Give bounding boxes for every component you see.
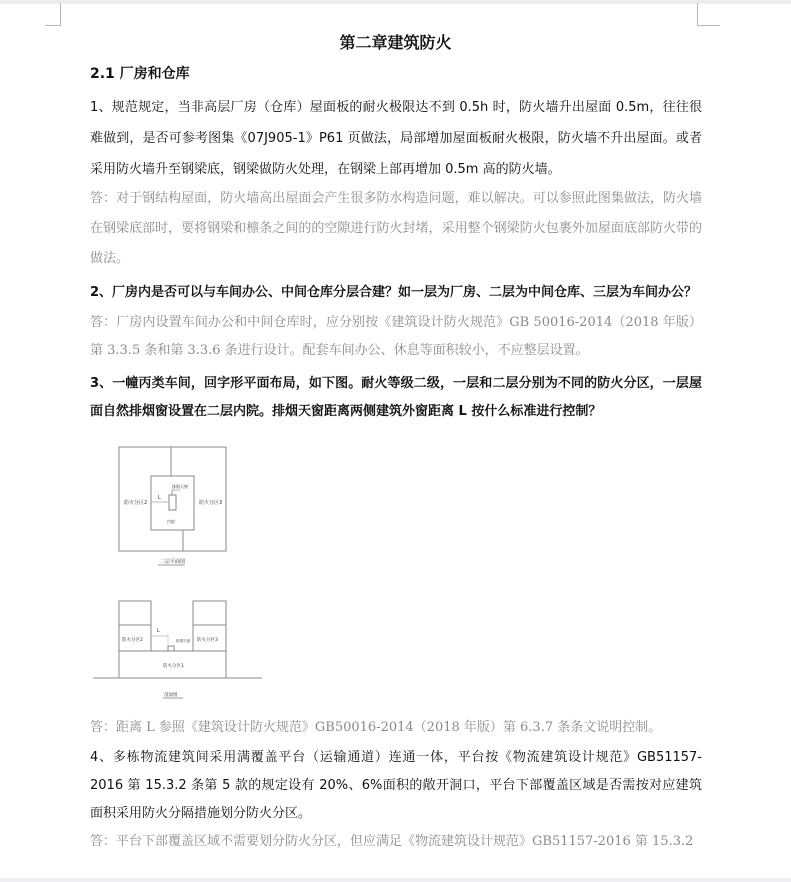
plan-distance-label: L — [158, 495, 161, 501]
section-heading: 2.1 厂房和仓库 — [90, 66, 190, 82]
question-4: 4、多栋物流建筑间采用满覆盖平台（运输通道）连通一体，平台按《物流建筑设计规范》GB51157-2016 第 15.3.2 条第 5 款的规定设有 20%、6%面积的敞开洞口，平台下部覆盖区域是否需按对应建筑面积采用防火分隔措施划分防火分区。 — [90, 750, 702, 821]
section-zone3-label: 防火分区3 — [197, 638, 218, 643]
answer-1: 答：对于钢结构屋面，防火墙高出屋面会产生很多防水构造问题，难以解决。可以参照此图集做法，防火墙在钢梁底部时，要将钢梁和檩条之间的的空隙进行防火封堵，采用整个钢梁防火包裹外加屋面底部防火带的做法。 — [90, 191, 702, 266]
margin-corner-mark-left — [45, 3, 61, 26]
figure-plan — [110, 442, 240, 572]
margin-corner-mark-right — [697, 3, 720, 26]
answer-3: 答：距离 L 参照《建筑设计防火规范》GB50016-2014（2018 年版）第 6.3.7 条条文说明控制。 — [90, 720, 662, 735]
top-edge — [0, 0, 791, 4]
question-1: 1、规范规定，当非高层厂房（仓库）屋面板的耐火极限达不到 0.5h 时，防火墙升出屋面 0.5m，往往很难做到，是否可参考图集《07J905-1》P61 页做法，局部增加屋面板耐火极限，防火墙不升出屋面。或者采用防火墙升至钢梁底，钢梁做防火处理，在钢梁上部再增加 0.5m 高的防火墙。 — [90, 100, 702, 177]
section-zone1-label: 防火分区1 — [163, 664, 184, 669]
section-caption: 剖面图 — [164, 693, 178, 698]
section-skylight-label: 排烟天窗 — [176, 639, 190, 643]
section-zone2-label: 防火分区2 — [122, 638, 143, 643]
answer-2: 答：厂房内设置车间办公和中间仓库时，应分别按《建筑设计防火规范》GB 50016-2014（2018 年版）第 3.3.5 条和第 3.3.6 条进行设计。配套车间办公、休息等面积较小，不应整层设置。 — [90, 315, 702, 358]
question-2: 2、厂房内是否可以与车间办公、中间仓库分层合建？如一层为厂房、二层为中间仓库、三层为车间办公？ — [90, 285, 698, 300]
plan-zone2-label: 防火分区2 — [124, 500, 148, 506]
plan-courtyard-label: 内院 — [167, 519, 175, 524]
bottom-edge — [0, 878, 791, 882]
figure-section — [90, 594, 270, 704]
plan-zone3-label: 防火分区3 — [199, 500, 223, 506]
answer-4: 答：平台下部覆盖区域不需要划分防火分区，但应满足《物流建筑设计规范》GB51157-2016 第 15.3.2 — [90, 834, 694, 849]
chapter-title: 第二章建筑防火 — [339, 33, 452, 52]
section-distance-label: L — [157, 628, 160, 634]
plan-skylight-label: 排烟天窗 — [172, 484, 188, 489]
question-3: 3、一幢丙类车间，回字形平面布局，如下图。耐火等级二级，一层和二层分别为不同的防火分区，一层屋面自然排烟窗设置在二层内院。排烟天窗距离两侧建筑外窗距离 L 按什么标准进行控制？ — [90, 376, 702, 419]
plan-caption: 二层平面图 — [160, 559, 186, 565]
